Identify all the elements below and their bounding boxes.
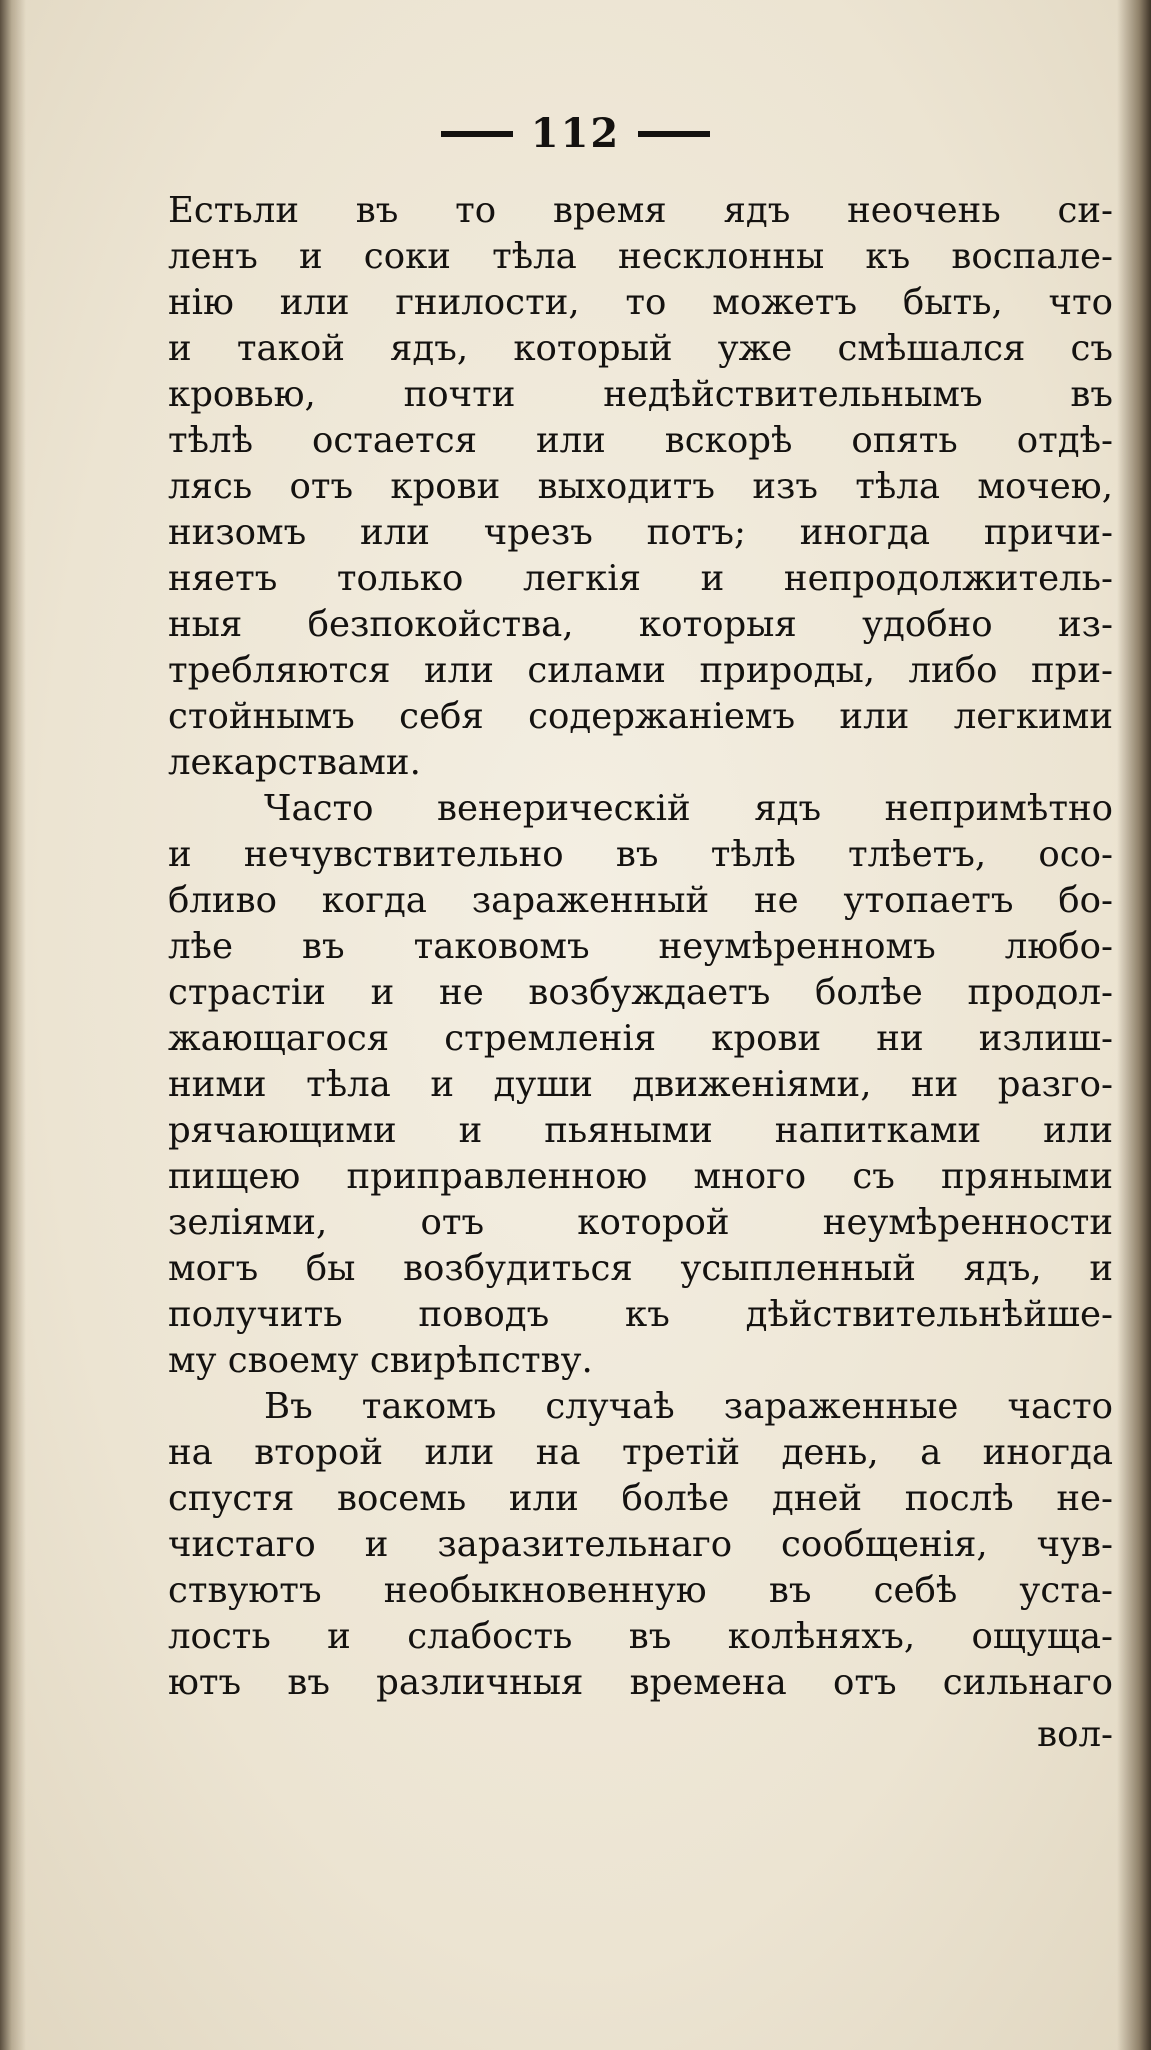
text-line: Часто венерическій ядъ непримѣтно (264, 788, 1113, 829)
text-line: жающагося стремленія крови ни излиш- (168, 1018, 1113, 1059)
text-line: получить поводъ къ дѣйствительнѣйше- (168, 1294, 1113, 1335)
page-edge-shadow (1117, 0, 1151, 2050)
text-line: ныя безпокойства, которыя удобно из- (168, 604, 1113, 645)
text-line: Въ такомъ случаѣ зараженные часто (264, 1386, 1113, 1427)
text-line: страстіи и не возбуждаетъ болѣе продол- (168, 972, 1113, 1013)
header-dash-left (441, 131, 513, 137)
page-gutter-shadow (0, 0, 26, 2050)
text-line: стойнымъ себя содержаніемъ или легкими (168, 696, 1113, 737)
text-line: лѣе въ таковомъ неумѣренномъ любо- (168, 926, 1113, 967)
text-line: лекарствами. (168, 742, 421, 783)
text-line: ними тѣла и души движеніями, ни разго- (168, 1064, 1113, 1105)
text-line: Естьли въ то время ядъ неочень си- (168, 190, 1113, 231)
text-line: лясь отъ крови выходитъ изъ тѣла мочею, (168, 466, 1113, 507)
text-line: няетъ только легкія и непродолжитель- (168, 558, 1113, 599)
text-line: лость и слабость въ колѣняхъ, ощуща- (168, 1616, 1113, 1657)
text-line: ленъ и соки тѣла несклонны къ воспале- (168, 236, 1113, 277)
text-line: му своему свирѣпству. (168, 1340, 593, 1381)
header-dash-right (638, 131, 710, 137)
text-line: бливо когда зараженный не утопаетъ бо- (168, 880, 1113, 921)
page-number: 112 (530, 110, 621, 157)
text-line: тѣлѣ остается или вскорѣ опять отдѣ- (168, 420, 1113, 461)
text-line: требляются или силами природы, либо при- (168, 650, 1113, 691)
page-header (0, 110, 1151, 158)
text-line: и нечувствительно въ тѣлѣ тлѣетъ, осо- (168, 834, 1113, 875)
text-line: на второй или на третій день, а иногда (168, 1432, 1113, 1473)
text-line: зеліями, отъ которой неумѣренности (168, 1202, 1113, 1243)
text-line: могъ бы возбудиться усыпленный ядъ, и (168, 1248, 1113, 1289)
text-line: нію или гнилости, то можетъ быть, что (168, 282, 1113, 323)
text-line: спустя восемь или болѣе дней послѣ не- (168, 1478, 1113, 1519)
catchword: вол- (1037, 1714, 1113, 1755)
text-line: ютъ въ различныя времена отъ сильнаго (168, 1662, 1113, 1703)
text-line: чистаго и заразительнаго сообщенія, чув- (168, 1524, 1113, 1565)
text-line: пищею приправленною много съ пряными (168, 1156, 1113, 1197)
text-line: рячающими и пьяными напитками или (168, 1110, 1113, 1151)
body-text (168, 188, 1113, 1758)
text-line: кровью, почти недѣйствительнымъ въ (168, 374, 1113, 415)
text-line: ствуютъ необыкновенную въ себѣ уста- (168, 1570, 1113, 1611)
text-line: низомъ или чрезъ потъ; иногда причи- (168, 512, 1113, 553)
text-line: и такой ядъ, который уже смѣшался съ (168, 328, 1113, 369)
